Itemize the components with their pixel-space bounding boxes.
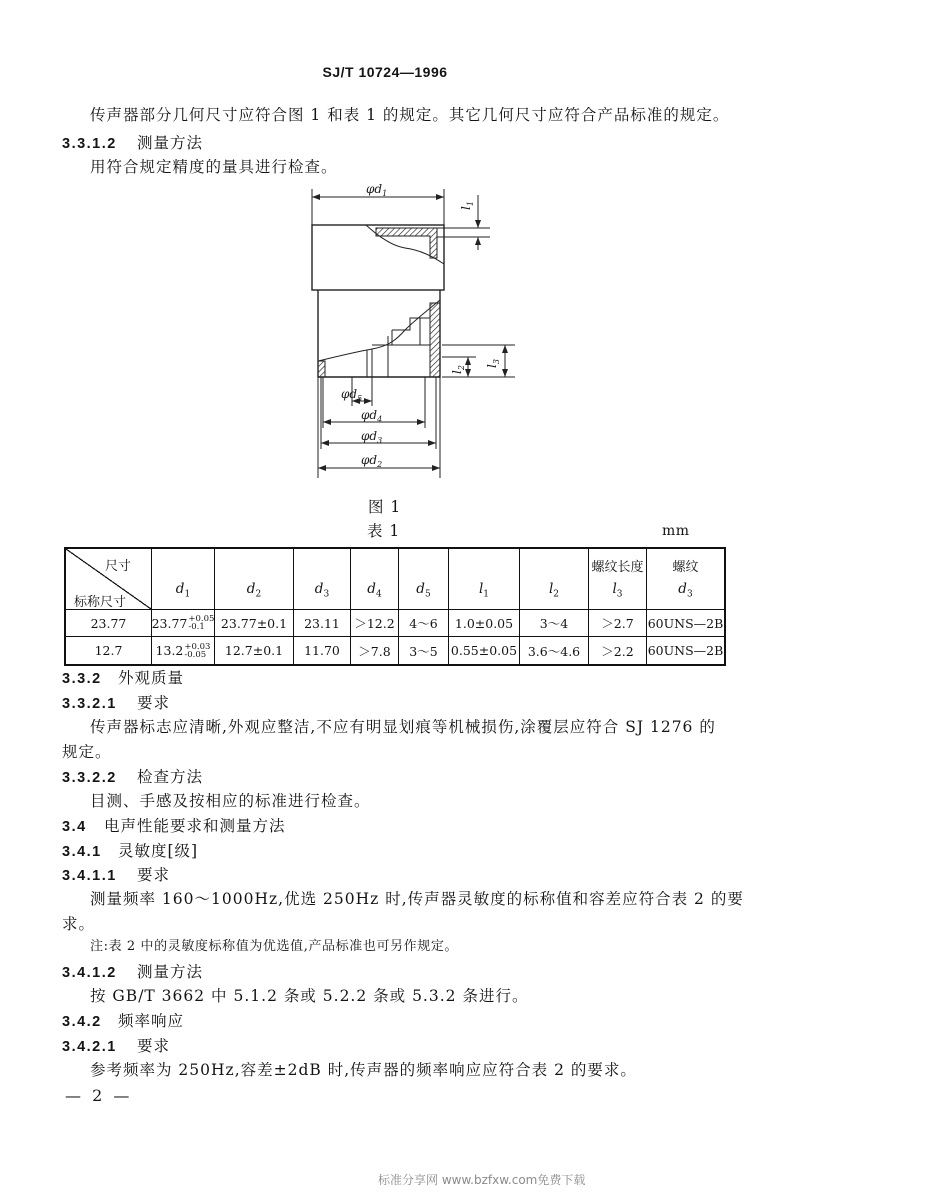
label-d2: $\varphi d_2$ bbox=[361, 453, 383, 469]
table-row-1-d5: 4～6 bbox=[399, 610, 449, 637]
col-header-l1: $l_1$ bbox=[449, 549, 520, 610]
label-l1: $l_1$ bbox=[459, 201, 475, 210]
heading-3-4-1-2 bbox=[62, 962, 203, 983]
table-row-1-l2: 3～4 bbox=[520, 610, 589, 637]
table-1 bbox=[64, 547, 726, 666]
heading-3-4-2 bbox=[62, 1011, 184, 1032]
section-number: 3.4.2.1 bbox=[62, 1039, 117, 1055]
col-header-d3: $d_3$ bbox=[294, 549, 351, 610]
body-left-wall-section bbox=[318, 361, 325, 377]
table-row-2-d3: 11.70 bbox=[294, 637, 351, 664]
table-title: 表 1 bbox=[367, 522, 401, 540]
label-l2: $l_2$ bbox=[450, 365, 466, 374]
section-number: 3.4.1.1 bbox=[62, 868, 117, 884]
paragraph-sensitivity-method: 按 GB/T 3662 中 5.1.2 条或 5.2.2 条或 5.3.2 条进行。 bbox=[90, 987, 529, 1005]
col-header-thread-d3: 螺纹 $d_3$ bbox=[647, 549, 724, 610]
heading-3-3-1-2 bbox=[62, 133, 203, 154]
section-number: 3.3.2.1 bbox=[62, 696, 117, 712]
heading-3-4 bbox=[62, 816, 286, 837]
note-sensitivity: 注:表 2 中的灵敏度标称值为优选值,产品标准也可另作规定。 bbox=[90, 939, 459, 954]
paragraph-appearance-line-2: 规定。 bbox=[62, 743, 112, 761]
section-title: 要求 bbox=[137, 1037, 171, 1055]
table-row-2-l3: ＞2.2 bbox=[589, 637, 647, 664]
paragraph-measurement-method: 用符合规定精度的量具进行检查。 bbox=[90, 158, 338, 176]
corner-label-nominal: 标称尺寸 bbox=[74, 595, 127, 610]
document-code-header: SJ/T 10724—1996 bbox=[322, 64, 448, 80]
section-number: 3.4.1.2 bbox=[62, 965, 117, 981]
section-number: 3.4 bbox=[62, 819, 87, 835]
section-title: 外观质量 bbox=[118, 669, 185, 687]
table-row-1-l3: ＞2.7 bbox=[589, 610, 647, 637]
table-row-2-d4: ＞7.8 bbox=[351, 637, 399, 664]
section-title: 要求 bbox=[137, 866, 171, 884]
paragraph-frequency-response: 参考频率为 250Hz,容差±2dB 时,传声器的频率响应应符合表 2 的要求。 bbox=[90, 1061, 637, 1079]
table-row-1-nominal: 23.77 bbox=[66, 610, 152, 637]
cap-wall-section bbox=[376, 228, 437, 258]
heading-3-4-1-1 bbox=[62, 865, 170, 886]
corner-header-cell bbox=[66, 549, 152, 610]
page-number: — 2 — bbox=[65, 1086, 133, 1105]
section-number: 3.3.1.2 bbox=[62, 136, 117, 152]
figure-1-drawing bbox=[290, 175, 530, 485]
col-header-d5: $d_5$ bbox=[399, 549, 449, 610]
table-row-1-l1: 1.0±0.05 bbox=[449, 610, 520, 637]
col-header-l2: $l_2$ bbox=[520, 549, 589, 610]
section-number: 3.4.2 bbox=[62, 1014, 102, 1030]
section-title: 电声性能要求和测量方法 bbox=[104, 817, 286, 835]
body-right-wall-section bbox=[430, 303, 440, 377]
body-break-line bbox=[318, 300, 440, 361]
col-header-thread-length-l3: 螺纹长度 $l_3$ bbox=[589, 549, 647, 610]
section-title: 检查方法 bbox=[137, 768, 204, 786]
table-row-2-d5: 3～5 bbox=[399, 637, 449, 664]
table-row-2-d1: 13.2 +0.03 -0.05 bbox=[152, 637, 215, 664]
table-row-2-nominal: 12.7 bbox=[66, 637, 152, 664]
col-header-d4: $d_4$ bbox=[351, 549, 399, 610]
col-header-d1: $d_1$ bbox=[152, 549, 215, 610]
microphone-cap bbox=[312, 225, 444, 290]
label-d1: $\varphi d_1$ bbox=[366, 182, 388, 198]
table-row-2-l1: 0.55±0.05 bbox=[449, 637, 520, 664]
dimension-l1 bbox=[437, 195, 490, 250]
table-row-1-d3: 23.11 bbox=[294, 610, 351, 637]
heading-3-3-2 bbox=[62, 668, 184, 689]
paragraph-sensitivity-line-2: 求。 bbox=[62, 915, 96, 933]
body-outline bbox=[318, 290, 440, 377]
section-number: 3.3.2.2 bbox=[62, 770, 117, 786]
table-row-1-d2: 23.77±0.1 bbox=[215, 610, 294, 637]
section-title: 灵敏度[级] bbox=[118, 842, 199, 860]
label-d5: $\varphi d_5$ bbox=[341, 387, 363, 403]
table-row-2-l2: 3.6～4.6 bbox=[520, 637, 589, 664]
label-d4: $\varphi d_4$ bbox=[361, 408, 383, 424]
table-row-2-d2: 12.7±0.1 bbox=[215, 637, 294, 664]
heading-3-3-2-1 bbox=[62, 693, 170, 714]
section-title: 要求 bbox=[137, 694, 171, 712]
section-number: 3.4.1 bbox=[62, 844, 102, 860]
table-row-1-thread: 60UNS—2B bbox=[647, 610, 724, 637]
corner-label-dimension: 尺寸 bbox=[104, 559, 131, 574]
table-row-1-d4: ＞12.2 bbox=[351, 610, 399, 637]
paragraph-inspection-method: 目测、手感及按相应的标准进行检查。 bbox=[90, 792, 371, 810]
col-header-d2: $d_2$ bbox=[215, 549, 294, 610]
paragraph-appearance-line-1: 传声器标志应清晰,外观应整洁,不应有明显划痕等机械损伤,涂覆层应符合 SJ 1276 的 bbox=[90, 718, 716, 736]
paragraph-sensitivity-line-1: 测量频率 160～1000Hz,优选 250Hz 时,传声器灵敏度的标称值和容差应符合表 2 的要 bbox=[90, 890, 744, 908]
heading-3-3-2-2 bbox=[62, 767, 203, 788]
label-l3: $l_3$ bbox=[485, 359, 501, 368]
watermark-footer: 标准分享网 www.bzfxw.com免费下载 bbox=[378, 1173, 586, 1187]
section-number: 3.3.2 bbox=[62, 671, 102, 687]
figure-caption: 图 1 bbox=[368, 498, 402, 516]
section-title: 测量方法 bbox=[137, 963, 204, 981]
inner-structure bbox=[367, 318, 430, 377]
microphone-body bbox=[318, 290, 440, 377]
table-unit: mm bbox=[662, 523, 690, 539]
paragraph-geometry-requirement: 传声器部分几何尺寸应符合图 1 和表 1 的规定。其它几何尺寸应符合产品标准的规定。 bbox=[90, 106, 730, 124]
section-title: 频率响应 bbox=[118, 1012, 185, 1030]
table-row-1-d1: 23.77 +0.05 -0.1 bbox=[152, 610, 215, 637]
heading-3-4-2-1 bbox=[62, 1036, 170, 1057]
section-title: 测量方法 bbox=[137, 134, 204, 152]
heading-3-4-1 bbox=[62, 841, 198, 862]
label-d3: $\varphi d_3$ bbox=[361, 429, 383, 445]
table-row-2-thread: 60UNS—2B bbox=[647, 643, 724, 658]
